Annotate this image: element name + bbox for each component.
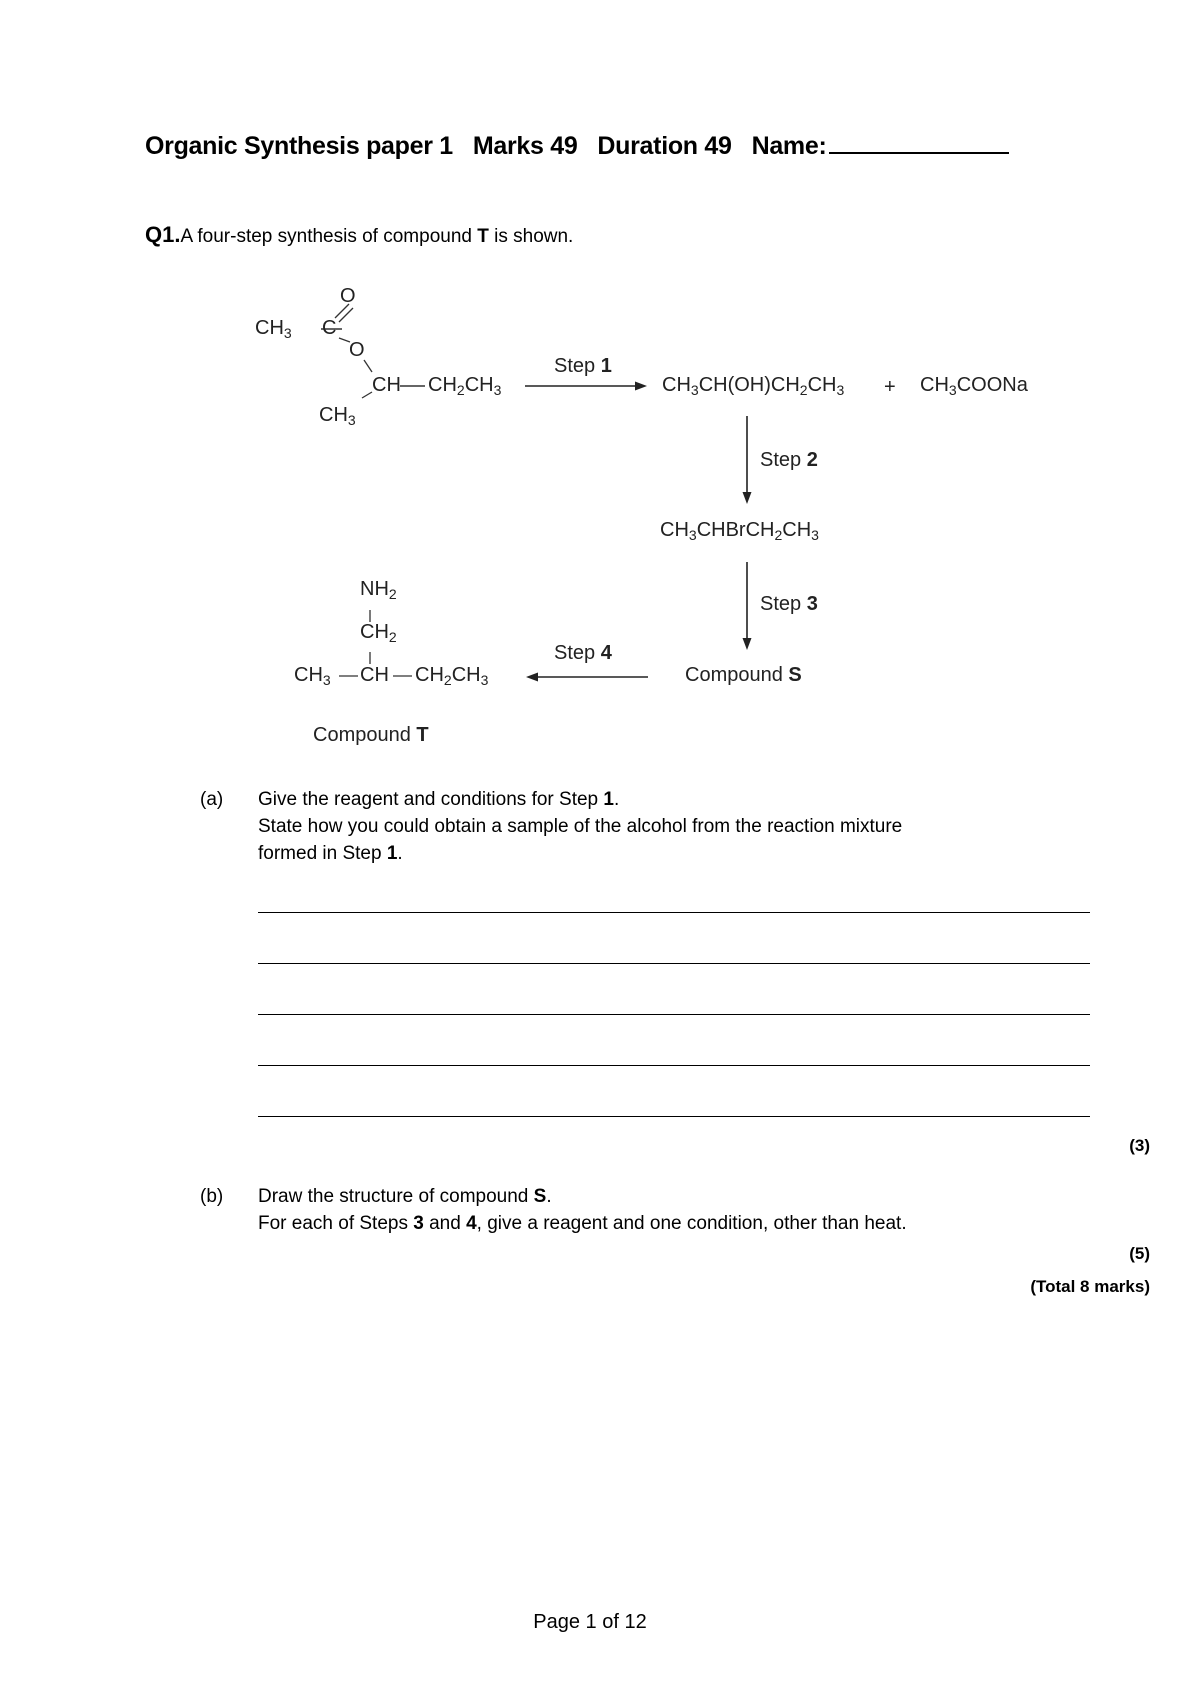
product-bromoalkane: $CH_3CHBrCH_2CH_3$ [660,519,819,543]
step3-label: Step 3 [760,593,818,615]
product-alcohol: $CH_3CH(OH)CH_2CH_3$ [662,374,845,398]
intro-text: A four-step synthesis of compound [180,226,478,247]
page-number: Page 1 of 12 [533,1611,647,1633]
atom-ch3-t: $CH_3$ [294,664,331,688]
duration-label: Duration 49 [597,132,732,160]
byproduct-sodium-ethanoate: $CH_3COONa$ [920,374,1028,398]
atom-o-ester: O [349,339,365,361]
atom-c-carbonyl: C [322,317,337,339]
compound-t-label: Compound T [313,724,429,746]
part-b-marks: (5) [1129,1244,1150,1263]
total-marks: (Total 8 marks) [1030,1277,1150,1296]
atom-ch3-acyl: $CH_3$ [255,317,292,341]
part-a-label: (a) [200,789,224,810]
step2-label: Step 2 [760,449,818,471]
compound-s: Compound S [685,664,802,686]
answer-line-1[interactable] [258,912,1090,913]
answer-line-5[interactable] [258,1116,1090,1117]
step4-label: Step 4 [554,642,612,664]
atom-ch: CH [372,374,401,396]
atom-ch2ch3-t: $CH_2CH_3$ [415,664,489,688]
plus-sign: + [884,376,896,398]
part-a-marks: (3) [1129,1136,1150,1155]
atom-o-carbonyl: O [340,285,356,307]
atom-ch2: $CH_2$ [360,621,397,645]
intro-text-end: is shown. [488,226,574,247]
part-b-text: Draw the structure of compound S. For each of Steps 3 and 4, give a reagent and one condition, other than heat. [258,1186,907,1234]
answer-line-3[interactable] [258,1014,1090,1015]
step1-label: Step 1 [554,355,612,377]
atom-nh2: $NH_2$ [360,578,397,602]
marks-label: Marks 49 [472,132,578,160]
intro-compound-t: T [477,226,489,247]
answer-line-2[interactable] [258,963,1090,964]
atom-ch-t: CH [360,664,389,686]
atom-ch2ch3: $CH_2CH_3$ [428,374,502,398]
atom-ch3-branch: $CH_3$ [319,404,356,428]
question-number: Q1. [145,222,181,247]
paper-title: Organic Synthesis paper 1 [145,132,453,160]
answer-line-4[interactable] [258,1065,1090,1066]
name-label: Name: [751,132,827,160]
part-a-text: Give the reagent and conditions for Step 1. State how you could obtain a sample of the alcohol from the reaction mixture formed in Step 1. [258,789,903,864]
part-b-label: (b) [200,1186,224,1207]
